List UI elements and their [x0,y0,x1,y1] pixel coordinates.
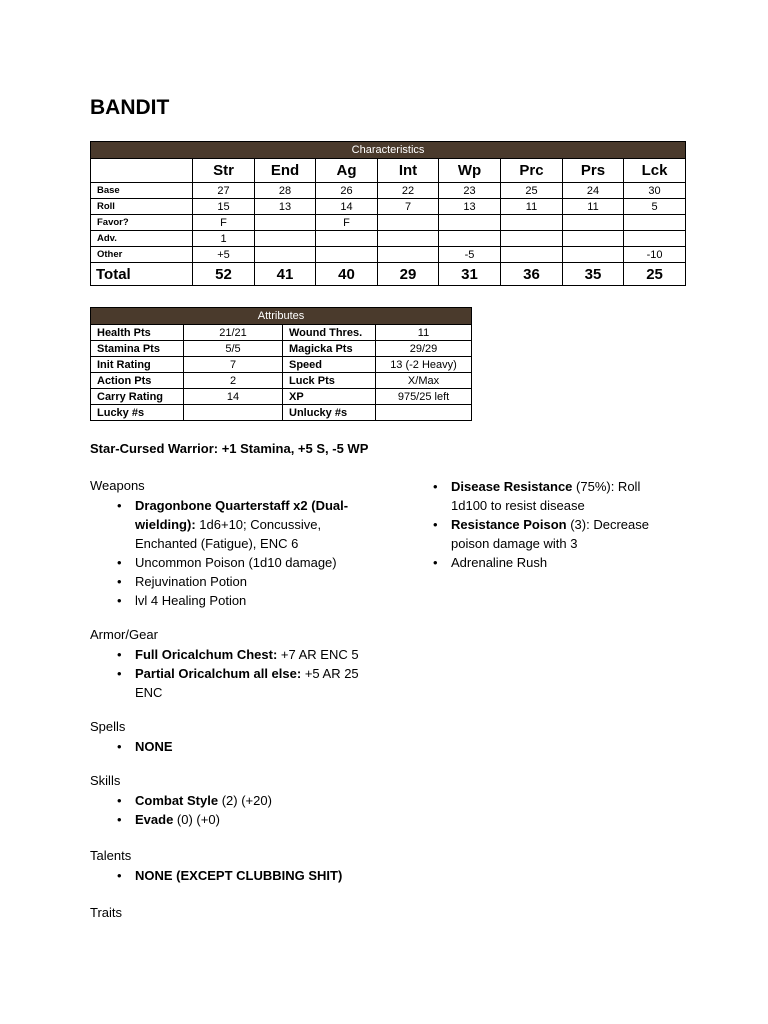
table-cell: 14 [316,199,378,215]
total-cell: 25 [624,263,686,286]
attribute-label: Lucky #s [91,405,184,421]
table-cell: F [193,215,255,231]
weapons-heading: Weapons [90,478,145,493]
spells-list [90,737,390,756]
list-item-bold: Resistance Poison [451,517,567,532]
table-cell: F [316,215,378,231]
table-cell [378,247,439,263]
table-cell: -5 [439,247,501,263]
attributes-table [90,307,472,421]
attribute-value [184,405,283,421]
list-item [90,791,390,810]
table-cell [563,215,624,231]
table-cell [316,231,378,247]
table-cell [501,215,563,231]
table-cell: 23 [439,183,501,199]
table-cell [624,231,686,247]
attribute-label: Wound Thres. [283,325,376,341]
list-item [406,553,671,572]
attribute-label: Init Rating [91,357,184,373]
attribute-label: Action Pts [91,373,184,389]
armor-list [90,645,380,702]
list-item-text: (2) (+20) [218,793,272,808]
list-item-bold: Combat Style [135,793,219,808]
attributes-row [91,405,472,421]
spells-heading: Spells [90,719,126,734]
list-item-text: (75%): Roll 1d100 to resist disease [451,479,641,513]
header-cell [91,159,193,183]
table-cell: 25 [501,183,563,199]
list-item [90,866,410,885]
total-cell: 40 [316,263,378,286]
traits-list [406,477,671,572]
attribute-label: Stamina Pts [91,341,184,357]
list-item [90,810,390,829]
header-cell: Ag [316,159,378,183]
list-item-bold: Disease Resistance [451,479,573,494]
list-item-text: (3): Decrease poison damage with 3 [451,517,649,551]
attributes-row [91,325,472,341]
attribute-label: Magicka Pts [283,341,376,357]
table-cell: 22 [378,183,439,199]
header-cell: Int [378,159,439,183]
characteristics-row [91,247,686,263]
table-cell: 5 [624,199,686,215]
characteristics-row [91,231,686,247]
attribute-value: 21/21 [184,325,283,341]
header-cell: End [255,159,316,183]
attribute-value [376,405,472,421]
total-cell: 52 [193,263,255,286]
table-cell [378,231,439,247]
attribute-value: 11 [376,325,472,341]
talents-list [90,866,410,885]
list-item [406,477,671,515]
birthsign-line: Star-Cursed Warrior: +1 Stamina, +5 S, -5 WP [90,441,369,456]
attributes-row [91,341,472,357]
table-cell [255,215,316,231]
row-label: Base [91,183,193,199]
attributes-row [91,389,472,405]
total-cell: 29 [378,263,439,286]
attributes-caption: Attributes [91,308,472,325]
table-cell: 28 [255,183,316,199]
table-cell: 11 [501,199,563,215]
table-cell [563,247,624,263]
list-item-text: +5 AR 25 ENC [135,666,359,700]
attribute-value: 14 [184,389,283,405]
attributes-row [91,357,472,373]
table-cell [255,247,316,263]
characteristics-table [90,141,686,286]
attribute-value: X/Max [376,373,472,389]
table-cell [439,215,501,231]
table-cell: 30 [624,183,686,199]
list-item-text: Uncommon Poison (1d10 damage) [135,555,337,570]
characteristics-row [91,183,686,199]
characteristics-row [91,215,686,231]
table-cell: 15 [193,199,255,215]
characteristics-total-row [91,263,686,286]
table-cell: 27 [193,183,255,199]
table-cell: -10 [624,247,686,263]
table-cell [439,231,501,247]
table-cell [501,247,563,263]
list-item [90,737,390,756]
row-label: Favor? [91,215,193,231]
table-cell [624,215,686,231]
list-item [90,553,370,572]
list-item-text: +7 AR ENC 5 [277,647,359,662]
header-cell: Prc [501,159,563,183]
list-item [90,572,370,591]
characteristics-row [91,199,686,215]
header-cell: Wp [439,159,501,183]
table-cell [255,231,316,247]
list-item [90,496,370,553]
attribute-label: Carry Rating [91,389,184,405]
table-cell [316,247,378,263]
page-title: BANDIT [90,96,170,119]
header-cell: Prs [563,159,624,183]
list-item-bold: NONE [135,739,173,754]
list-item [90,645,380,664]
characteristics-header-row [91,159,686,183]
attribute-label: XP [283,389,376,405]
list-item-bold: Full Oricalchum Chest: [135,647,278,662]
list-item-text: Adrenaline Rush [451,555,548,570]
attributes-row [91,373,472,389]
attribute-value: 29/29 [376,341,472,357]
list-item-bold: Dragonbone Quarterstaff x2 (Dual-wielding): [135,498,349,532]
attribute-value: 5/5 [184,341,283,357]
attribute-value: 2 [184,373,283,389]
table-cell: 24 [563,183,624,199]
row-label: Adv. [91,231,193,247]
table-cell [501,231,563,247]
armor-heading: Armor/Gear [90,627,158,642]
header-cell: Lck [624,159,686,183]
total-label: Total [91,263,193,286]
list-item-text: 1d6+10; Concussive, Enchanted (Fatigue), ENC 6 [135,517,322,551]
row-label: Other [91,247,193,263]
list-item [406,515,671,553]
list-item-bold: Evade [135,812,174,827]
table-cell [563,231,624,247]
list-item [90,591,370,610]
characteristics-caption: Characteristics [91,142,686,159]
weapons-list [90,496,370,610]
table-cell: 13 [255,199,316,215]
traits-heading: Traits [90,905,123,920]
list-item-text: (0) (+0) [173,812,220,827]
table-cell: +5 [193,247,255,263]
table-cell: 26 [316,183,378,199]
list-item-bold: Partial Oricalchum all else: [135,666,302,681]
table-cell: 13 [439,199,501,215]
table-cell: 1 [193,231,255,247]
attribute-label: Unlucky #s [283,405,376,421]
skills-list [90,791,390,829]
header-cell: Str [193,159,255,183]
total-cell: 31 [439,263,501,286]
attribute-value: 975/25 left [376,389,472,405]
skills-heading: Skills [90,773,121,788]
attribute-label: Speed [283,357,376,373]
table-cell: 7 [378,199,439,215]
row-label: Roll [91,199,193,215]
table-cell: 11 [563,199,624,215]
list-item-bold: NONE (EXCEPT CLUBBING SHIT) [135,868,343,883]
total-cell: 36 [501,263,563,286]
attribute-value: 13 (-2 Heavy) [376,357,472,373]
table-cell [378,215,439,231]
total-cell: 35 [563,263,624,286]
list-item-text: lvl 4 Healing Potion [135,593,247,608]
attribute-value: 7 [184,357,283,373]
talents-heading: Talents [90,848,132,863]
attribute-label: Luck Pts [283,373,376,389]
list-item [90,664,380,702]
attribute-label: Health Pts [91,325,184,341]
total-cell: 41 [255,263,316,286]
list-item-text: Rejuvination Potion [135,574,248,589]
